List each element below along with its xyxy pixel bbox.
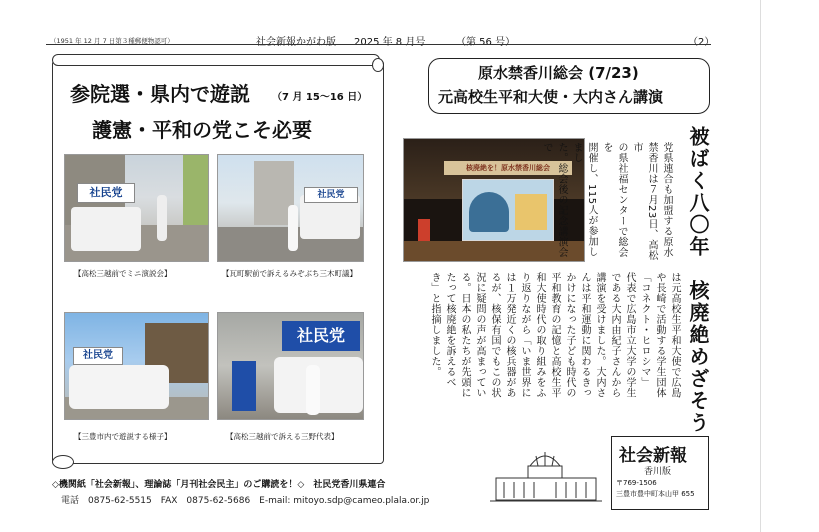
street-address: 三豊市豊中町本山甲 655 [616, 490, 695, 498]
masthead-address [616, 478, 695, 500]
page-number: （2） [688, 37, 715, 48]
issue-number: （第 56 号） [456, 37, 516, 48]
text-line: 講演を受けました。大内さ [594, 272, 605, 398]
scroll-curl [372, 58, 384, 72]
photo-mino-representative [217, 312, 364, 420]
text-line: 和大使時代の取り組みをふ [534, 272, 545, 398]
contact-info: 電話 0875-62-5515 FAX 0875-62-5686 E-mail: mitoyo.sdp@cameo.plala.or.jp [61, 496, 430, 506]
scroll-bottom-curl [52, 455, 74, 469]
lecture-banner: 核廃絶を！原水禁香川総会 [444, 161, 572, 175]
sign-label: 社民党 [73, 347, 123, 365]
text-line: 代表で広島市立大学の学生 [624, 272, 635, 398]
photo-caption-4: 【高松三越前で訴える三野代表】 [226, 432, 339, 441]
photo-caption-1: 【高松三越前でミニ演説会】 [74, 269, 172, 278]
left-title-dates: （7 月 15〜16 日） [272, 92, 368, 103]
text-line: んは平和運動に関わるきっ [579, 272, 590, 398]
text-line: き」と指摘しました。 [429, 272, 440, 377]
text-line: かけになった子ども時代の [564, 272, 575, 398]
text-line: 党県連合も加盟する原水 [661, 142, 672, 258]
left-title-line1: 参院選・県内で遊説 [70, 82, 250, 106]
text-line: り返りながら「いま世界に [519, 272, 530, 398]
left-title-line2: 護憲・平和の党こそ必要 [92, 118, 312, 142]
text-line: た。総会後の記念講演会で [541, 142, 567, 258]
scroll-top-roll [52, 54, 380, 66]
sign-label: 社民党 [282, 321, 360, 351]
permit-note: （1951 年 12 月 7 日第３種郵便物認可） [50, 37, 174, 45]
right-title-line2: 元高校生平和大使・大内さん講演 [438, 88, 664, 106]
text-line: や長崎で活動する学生団体 [654, 272, 665, 398]
sign-label: 社民党 [77, 183, 135, 203]
sign-label: 社民党 [304, 187, 358, 203]
subscription-note: ◇機関紙「社会新報」、理論誌「月刊社会民主」のご購読を！◇ 社民党香川県連合 [52, 480, 386, 490]
header-rule [46, 44, 711, 45]
right-title-line1: 原水禁香川総会 (7/23) [478, 64, 639, 82]
text-line: たって核廃絶を訴えるべ [444, 272, 455, 388]
masthead-title: 社会新報 [619, 446, 687, 466]
text-line: は元高校生平和大使で広島 [669, 272, 680, 398]
article-column-lower [398, 272, 682, 422]
postal-code: 〒769-1506 [616, 479, 657, 487]
right-headline: 被ばく八〇年 核廃絶めざそう [686, 126, 710, 434]
text-line: は１万発近くの核兵器があ [504, 272, 515, 398]
photo-caption-3: 【三豊市内で遊説する様子】 [74, 432, 172, 441]
text-line: 「コネクト・ヒロシマ」 [639, 272, 650, 388]
photo-kawaramachi-station [217, 154, 364, 262]
photo-takamatsu-mitsukoshi [64, 154, 209, 262]
text-line: る。日本の私たちが先頭に [459, 272, 470, 398]
text-line: 況に疑問の声が高まってい [474, 272, 485, 398]
text-line: である大内由紀子さんから [609, 272, 620, 398]
issue-date: 2025 年 8 月号 [354, 37, 426, 48]
masthead-edition: 香川版 [644, 467, 672, 477]
text-line: 開催し、115人が参加しまし [571, 142, 597, 258]
page-edge [760, 0, 761, 532]
photo-mitoyo-city [64, 312, 209, 420]
text-line: 禁香川は７月23日、高松市 [631, 142, 657, 261]
text-line: の県社福センターで総会を [601, 142, 627, 258]
article-column-upper [541, 142, 674, 262]
text-line: るが、核保有国でもこの状 [489, 272, 500, 398]
text-line: 平和教育の記憶と高校生平 [549, 272, 560, 398]
paper-name: 社会新報かがわ版 [256, 37, 336, 48]
atomic-dome-illustration [490, 448, 602, 504]
photo-caption-2: 【瓦町駅前で訴えるみぞぶち三木町議】 [222, 269, 357, 278]
